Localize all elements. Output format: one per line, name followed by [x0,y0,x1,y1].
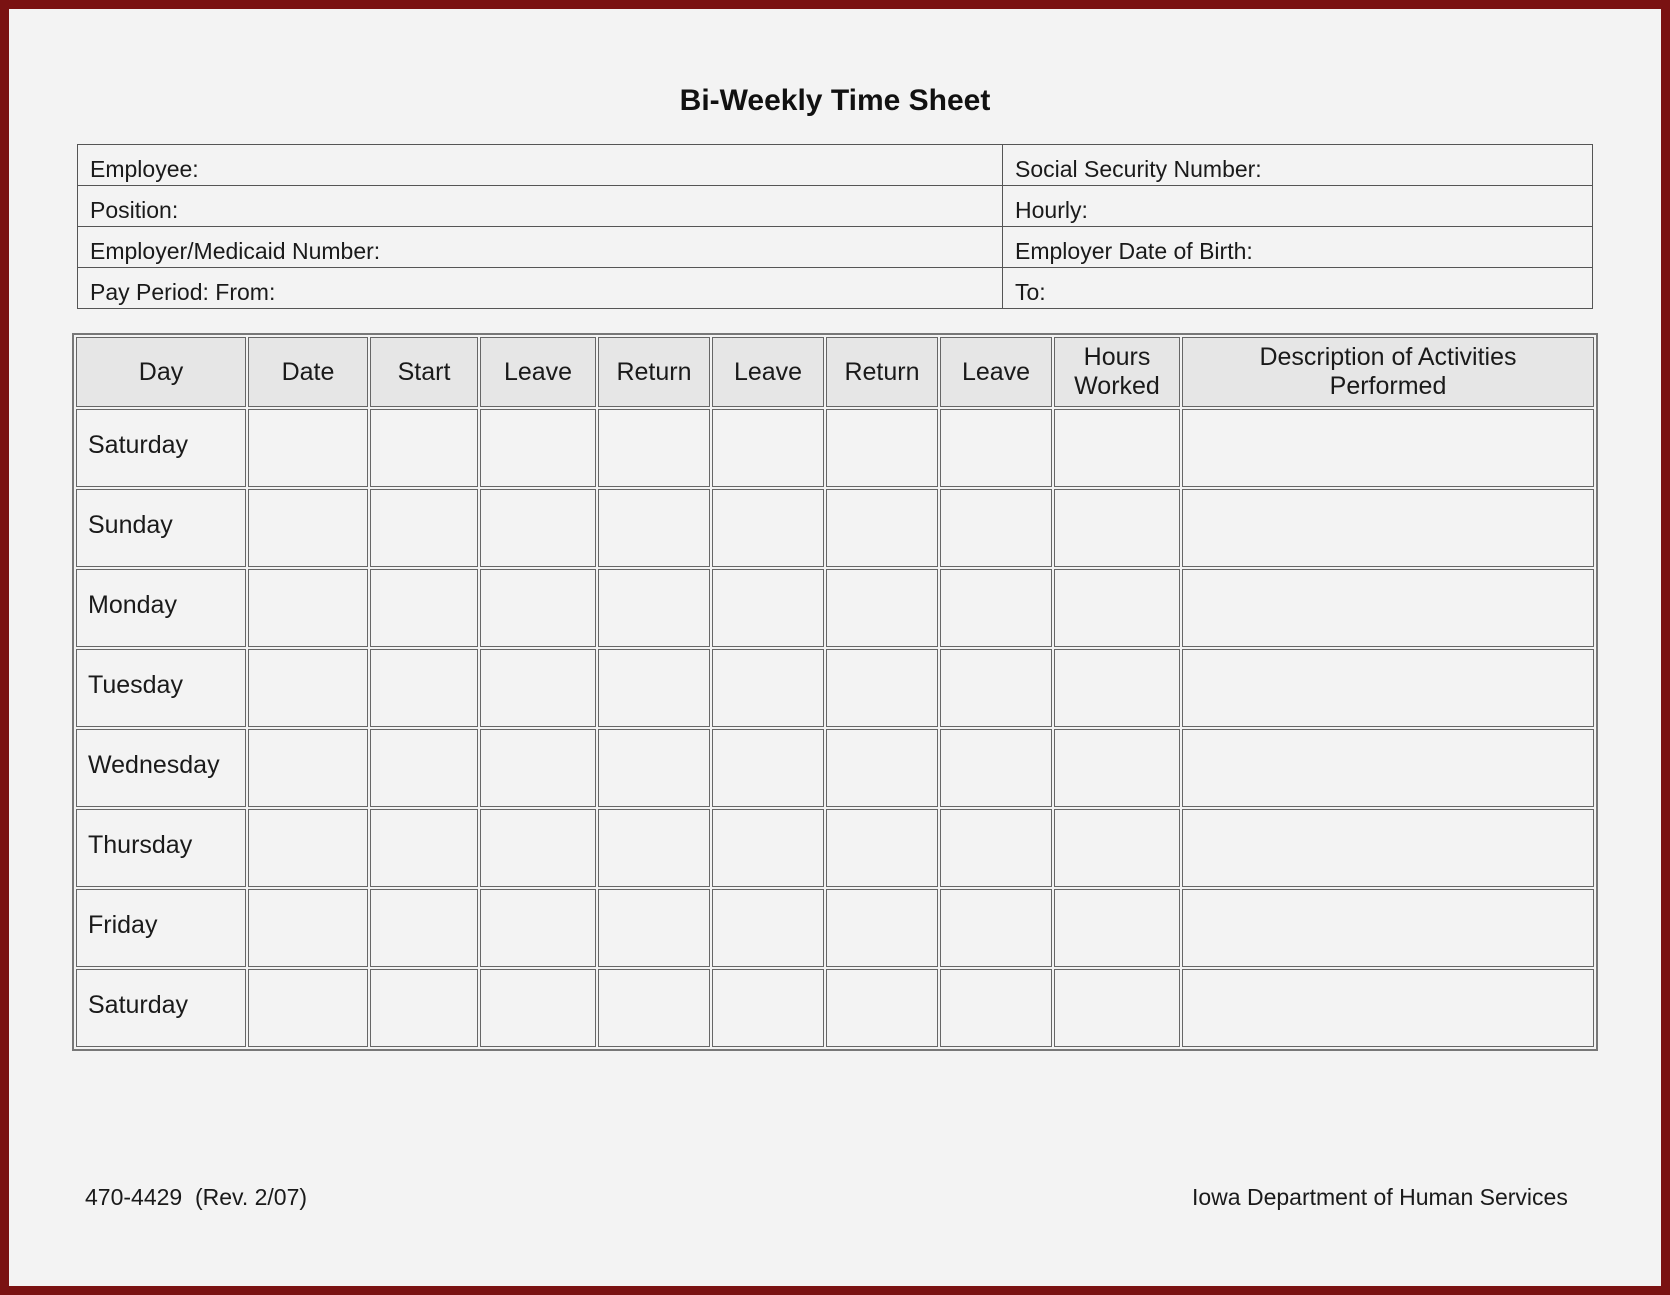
grid-body [76,409,1594,1047]
return-cell[interactable] [598,809,710,887]
page-title: Bi-Weekly Time Sheet [679,84,991,117]
start-cell[interactable] [370,409,478,487]
leave-cell[interactable] [480,409,596,487]
leave-cell[interactable] [940,809,1052,887]
return-cell[interactable] [826,649,938,727]
return-cell[interactable] [598,489,710,567]
info-row [78,145,1593,186]
return-cell[interactable] [826,889,938,967]
employer-dob-field[interactable]: Employer Date of Birth: [1003,227,1593,268]
date-cell[interactable] [248,809,368,887]
header-leave: Leave [712,337,824,407]
header-row [76,337,1594,407]
form-number: 470-4429 (Rev. 2/07) [85,1184,308,1210]
leave-cell[interactable] [712,729,824,807]
return-cell[interactable] [598,409,710,487]
leave-cell[interactable] [480,569,596,647]
day-label: Monday [76,569,246,647]
leave-cell[interactable] [940,569,1052,647]
return-cell[interactable] [826,409,938,487]
day-label: Saturday [76,969,246,1047]
leave-cell[interactable] [480,489,596,567]
header-date: Date [248,337,368,407]
header-hours-worked: Hours Worked [1054,337,1180,407]
date-cell[interactable] [248,409,368,487]
table-row [76,409,1594,487]
description-cell[interactable] [1182,409,1594,487]
leave-cell[interactable] [940,889,1052,967]
hours-worked-cell[interactable] [1054,809,1180,887]
position-field[interactable]: Position: [78,186,1003,227]
header-return: Return [826,337,938,407]
description-cell[interactable] [1182,969,1594,1047]
return-cell[interactable] [598,649,710,727]
pay-period-to-field[interactable]: To: [1003,268,1593,309]
employee-field[interactable]: Employee: [78,145,1003,186]
description-cell[interactable] [1182,889,1594,967]
info-row [78,227,1593,268]
hours-worked-cell[interactable] [1054,889,1180,967]
employee-info-table [77,144,1593,309]
hours-worked-cell[interactable] [1054,649,1180,727]
leave-cell[interactable] [712,969,824,1047]
start-cell[interactable] [370,569,478,647]
return-cell[interactable] [826,969,938,1047]
header-description: Description of Activities Performed [1182,337,1594,407]
date-cell[interactable] [248,889,368,967]
leave-cell[interactable] [712,409,824,487]
start-cell[interactable] [370,729,478,807]
return-cell[interactable] [598,729,710,807]
leave-cell[interactable] [480,809,596,887]
table-row [76,649,1594,727]
leave-cell[interactable] [480,729,596,807]
description-cell[interactable] [1182,569,1594,647]
return-cell[interactable] [598,969,710,1047]
leave-cell[interactable] [940,729,1052,807]
date-cell[interactable] [248,969,368,1047]
pay-period-from-field[interactable]: Pay Period: From: [78,268,1003,309]
hourly-field[interactable]: Hourly: [1003,186,1593,227]
date-cell[interactable] [248,729,368,807]
hours-worked-cell[interactable] [1054,569,1180,647]
leave-cell[interactable] [480,649,596,727]
start-cell[interactable] [370,489,478,567]
return-cell[interactable] [826,489,938,567]
table-row [76,729,1594,807]
info-row [78,268,1593,309]
header-day: Day [76,337,246,407]
start-cell[interactable] [370,889,478,967]
return-cell[interactable] [598,569,710,647]
day-label: Thursday [76,809,246,887]
leave-cell[interactable] [480,889,596,967]
return-cell[interactable] [826,569,938,647]
leave-cell[interactable] [712,649,824,727]
start-cell[interactable] [370,969,478,1047]
table-row [76,969,1594,1047]
leave-cell[interactable] [712,489,824,567]
time-grid [72,333,1598,1051]
leave-cell[interactable] [712,889,824,967]
header-leave: Leave [940,337,1052,407]
leave-cell[interactable] [712,809,824,887]
description-cell[interactable] [1182,489,1594,567]
hours-worked-cell[interactable] [1054,969,1180,1047]
description-cell[interactable] [1182,809,1594,887]
leave-cell[interactable] [940,489,1052,567]
hours-worked-cell[interactable] [1054,489,1180,567]
day-label: Friday [76,889,246,967]
date-cell[interactable] [248,489,368,567]
table-row [76,489,1594,567]
return-cell[interactable] [598,889,710,967]
ssn-field[interactable]: Social Security Number: [1003,145,1593,186]
table-row [76,889,1594,967]
hours-worked-cell[interactable] [1054,409,1180,487]
return-cell[interactable] [826,809,938,887]
leave-cell[interactable] [940,409,1052,487]
description-cell[interactable] [1182,649,1594,727]
leave-cell[interactable] [712,569,824,647]
day-label: Sunday [76,489,246,567]
header-return: Return [598,337,710,407]
date-cell[interactable] [248,569,368,647]
return-cell[interactable] [826,729,938,807]
hours-worked-cell[interactable] [1054,729,1180,807]
description-cell[interactable] [1182,729,1594,807]
table-row [76,809,1594,887]
day-label: Wednesday [76,729,246,807]
day-label: Tuesday [76,649,246,727]
leave-cell[interactable] [940,649,1052,727]
date-cell[interactable] [248,649,368,727]
table-row [76,569,1594,647]
leave-cell[interactable] [480,969,596,1047]
header-leave: Leave [480,337,596,407]
agency-name: Iowa Department of Human Services [1192,1184,1568,1210]
employer-medicaid-field[interactable]: Employer/Medicaid Number: [78,227,1003,268]
day-label: Saturday [76,409,246,487]
start-cell[interactable] [370,649,478,727]
info-row [78,186,1593,227]
header-start: Start [370,337,478,407]
leave-cell[interactable] [940,969,1052,1047]
start-cell[interactable] [370,809,478,887]
